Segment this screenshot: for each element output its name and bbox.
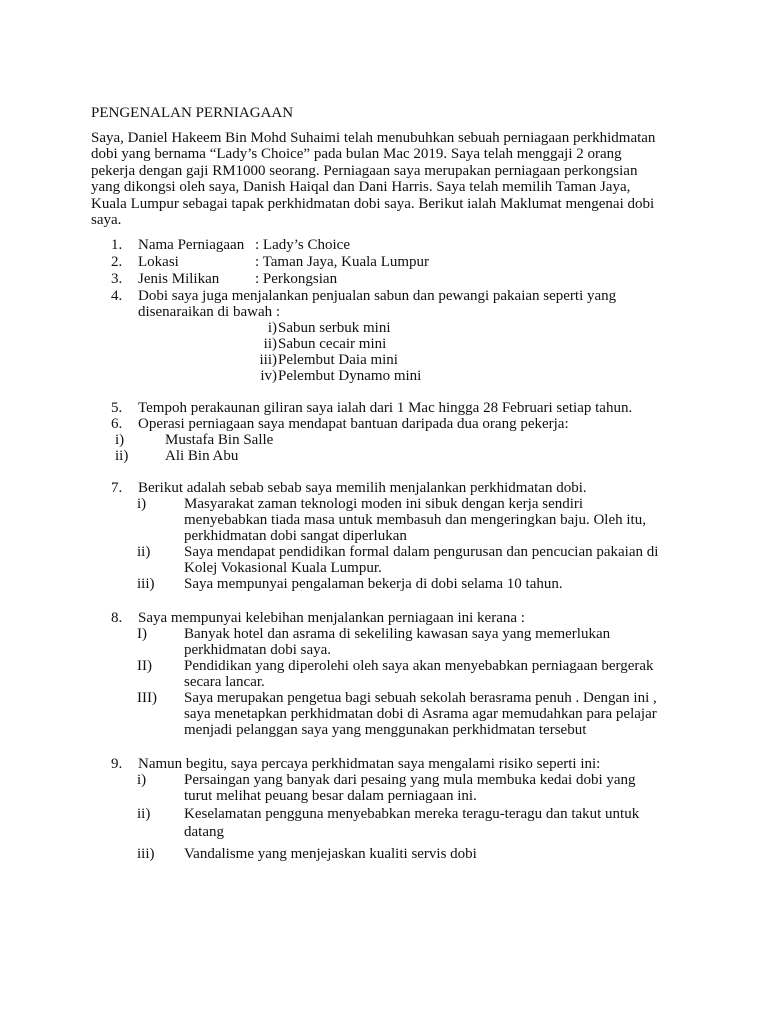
list-item-text: Saya mempunyai kelebihan menjalankan perniagaan ini kerana : <box>138 610 525 626</box>
list-number: 6. <box>111 416 123 432</box>
product-item: Sabun serbuk mini <box>278 320 391 336</box>
advantage-line: saya menetapkan perkhidmatan dobi di Asrama agar memudahkan para pelajar <box>184 706 657 722</box>
advantage-line: secara lancar. <box>184 674 265 690</box>
list-item-text: Tempoh perakaunan giliran saya ialah dari 1 Mac hingga 28 Februari setiap tahun. <box>138 400 633 416</box>
product-item: Sabun cecair mini <box>278 336 387 352</box>
reason-line: perkhidmatan dobi sangat diperlukan <box>184 528 407 544</box>
intro-line: Kuala Lumpur sebagai tapak perkhidmatan dobi saya. Berikut ialah Maklumat mengenai dobi <box>91 195 655 212</box>
intro-line: saya. <box>91 212 122 229</box>
reason-roman: ii) <box>137 544 151 560</box>
list-number: 7. <box>111 480 123 496</box>
advantage-line: Banyak hotel dan asrama di sekeliling kawasan saya yang memerlukan <box>184 626 611 642</box>
reason-roman: i) <box>137 496 147 512</box>
worker-roman: ii) <box>115 448 129 464</box>
list-number: 4. <box>111 288 123 304</box>
intro-line: pekerja dengan gaji RM1000 seorang. Perniagaan saya merupakan perniagaan perkongsian <box>91 162 638 179</box>
product-roman: iii) <box>259 352 277 368</box>
fact-label: Nama Perniagaan <box>138 237 245 253</box>
reason-line: Masyarakat zaman teknologi moden ini sibuk dengan kerja sendiri <box>184 496 584 512</box>
intro-paragraph <box>91 130 691 228</box>
fact-label: Lokasi <box>138 254 179 270</box>
advantage-line: menjadi pelanggan saya yang menggunakan perkhidmatan tersebut <box>184 722 587 738</box>
risk-line: datang <box>184 824 224 840</box>
advantage-roman: III) <box>137 690 157 706</box>
product-roman: i) <box>267 320 277 336</box>
list-number: 5. <box>111 400 123 416</box>
risk-roman: ii) <box>137 806 151 822</box>
advantage-roman: I) <box>137 626 147 642</box>
fact-label: Jenis Milikan <box>138 271 220 287</box>
fact-business-name <box>138 237 350 253</box>
worker-name: Mustafa Bin Salle <box>165 432 274 448</box>
product-roman: ii) <box>263 336 277 352</box>
list-number: 9. <box>111 756 123 772</box>
list-item-text: disenaraikan di bawah : <box>138 304 281 320</box>
advantage-line: Pendidikan yang diperolehi oleh saya akan menyebabkan perniagaan bergerak <box>184 658 654 674</box>
advantage-line: perkhidmatan dobi saya. <box>184 642 332 658</box>
reason-roman: iii) <box>137 576 155 592</box>
advantage-line: Saya merupakan pengetua bagi sebuah sekolah berasrama penuh . Dengan ini , <box>184 690 657 706</box>
reason-line: Kolej Vokasional Kuala Lumpur. <box>184 560 382 576</box>
intro-line: dobi yang bernama “Lady’s Choice” pada bulan Mac 2019. Saya telah menggaji 2 orang <box>91 146 622 163</box>
list-number: 8. <box>111 610 123 626</box>
product-item: Pelembut Dynamo mini <box>278 368 422 384</box>
reason-line: Saya mempunyai pengalaman bekerja di dobi selama 10 tahun. <box>184 576 563 592</box>
worker-name: Ali Bin Abu <box>165 448 239 464</box>
risk-roman: iii) <box>137 846 155 862</box>
list-item-text: Dobi saya juga menjalankan penjualan sabun dan pewangi pakaian seperti yang <box>138 288 617 304</box>
fact-value: : Lady’s Choice <box>255 237 350 253</box>
risk-roman: i) <box>137 772 147 788</box>
list-number: 2. <box>111 254 123 270</box>
list-number: 3. <box>111 271 123 287</box>
product-roman: iv) <box>260 368 277 384</box>
intro-line: yang dikongsi oleh saya, Danish Haiqal dan Dani Harris. Saya telah memilih Taman Jaya, <box>91 179 631 196</box>
page-heading: PENGENALAN PERNIAGAAN <box>91 105 294 121</box>
advantage-roman: II) <box>137 658 152 674</box>
reason-line: Saya mendapat pendidikan formal dalam pengurusan dan pencucian pakaian di <box>184 544 659 560</box>
reason-line: menyebabkan tiada masa untuk membasuh dan mengeringkan baju. Oleh itu, <box>184 512 646 528</box>
fact-value: : Perkongsian <box>255 271 338 287</box>
risk-line: Vandalisme yang menjejaskan kualiti servis dobi <box>184 846 477 862</box>
list-number: 1. <box>111 237 123 253</box>
risk-line: Keselamatan pengguna menyebabkan mereka teragu-teragu dan takut untuk <box>184 806 640 822</box>
product-item: Pelembut Daia mini <box>278 352 398 368</box>
fact-ownership <box>138 271 337 287</box>
fact-value: : Taman Jaya, Kuala Lumpur <box>255 254 430 270</box>
worker-roman: i) <box>115 432 125 448</box>
list-item-text: Operasi perniagaan saya mendapat bantuan daripada dua orang pekerja: <box>138 416 569 432</box>
list-item-text: Namun begitu, saya percaya perkhidmatan saya mengalami risiko seperti ini: <box>138 756 601 772</box>
fact-location <box>138 254 429 270</box>
list-item-text: Berikut adalah sebab sebab saya memilih menjalankan perkhidmatan dobi. <box>138 480 587 496</box>
intro-line: Saya, Daniel Hakeem Bin Mohd Suhaimi telah menubuhkan sebuah perniagaan perkhidmatan <box>91 130 656 146</box>
risk-line: Persaingan yang banyak dari pesaing yang mula membuka kedai dobi yang <box>184 772 636 788</box>
risk-line: turut melihat peuang besar dalam perniagaan ini. <box>184 788 477 804</box>
